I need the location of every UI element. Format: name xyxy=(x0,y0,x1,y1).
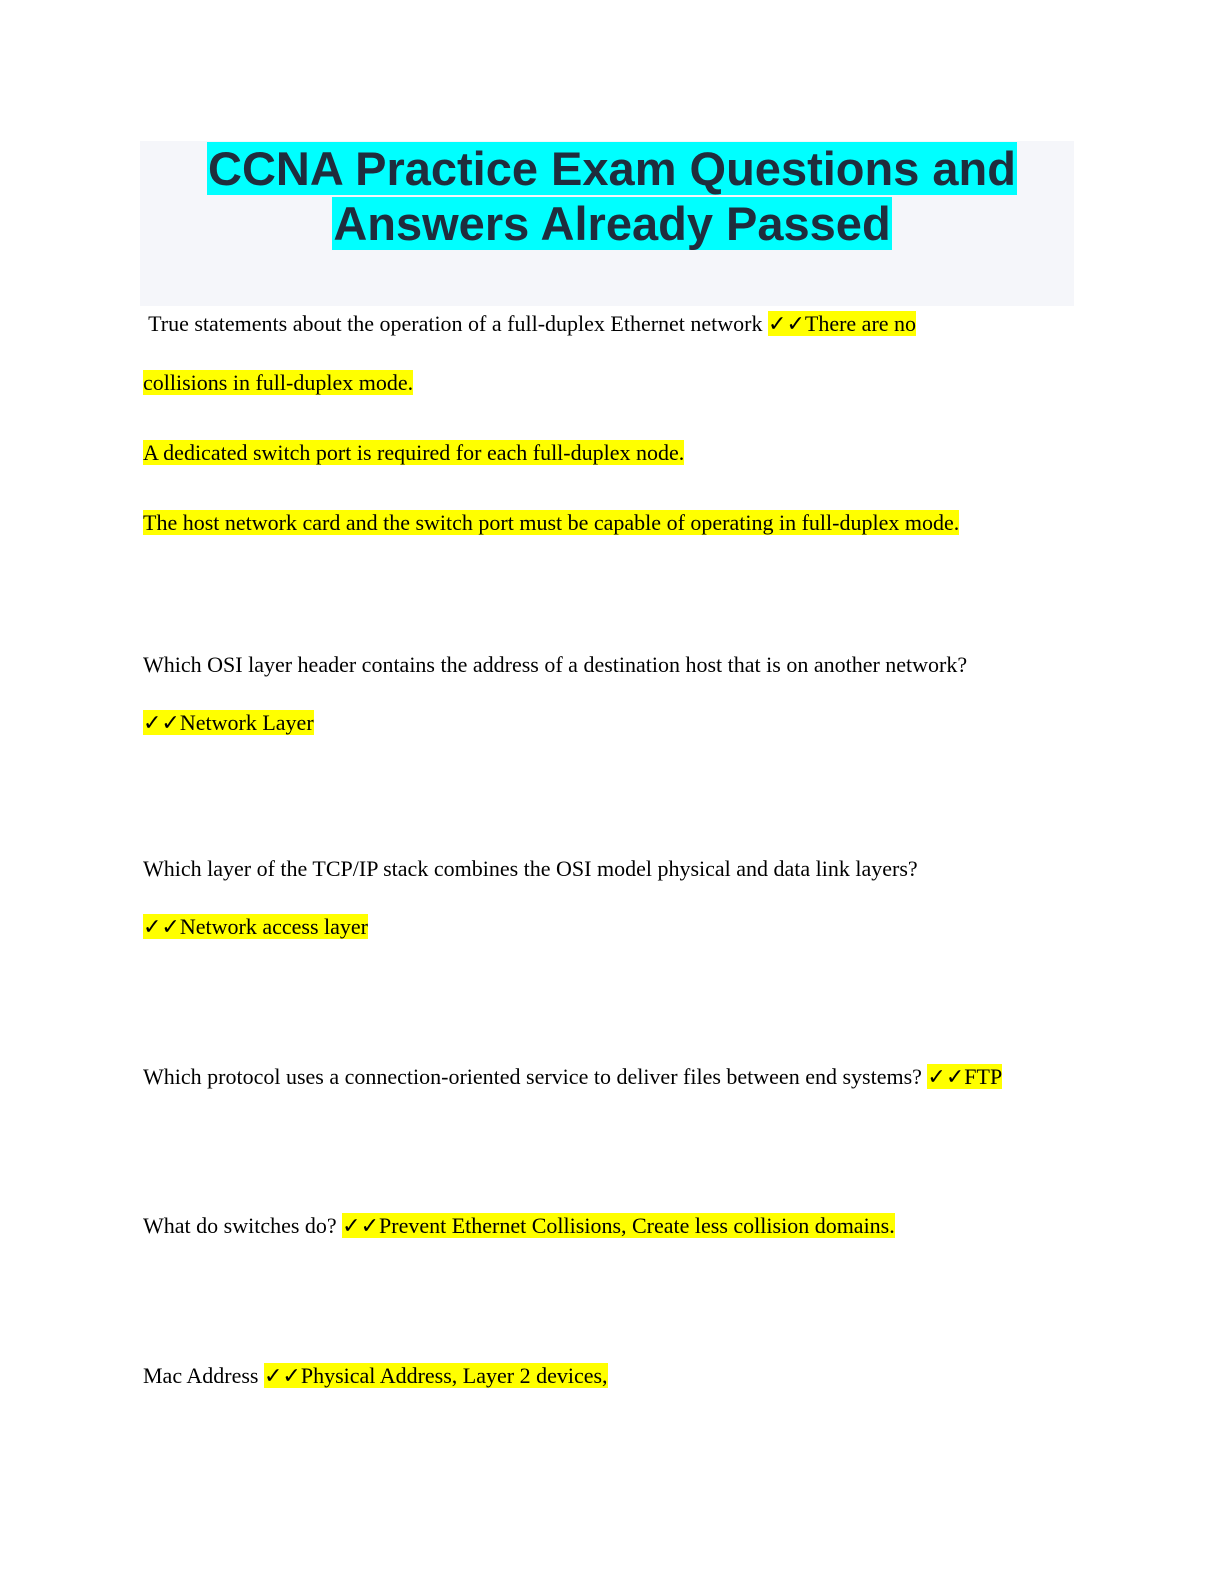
qa-2-question-row xyxy=(143,650,967,680)
qa-5-row xyxy=(143,1211,895,1241)
qa-3-answer: ✓✓Network access layer xyxy=(143,914,368,939)
qa-1-answer-part-1: ✓✓There are no xyxy=(768,311,917,336)
qa-1-answer-row-4 xyxy=(143,508,959,538)
document-title-line-2: Answers Already Passed xyxy=(333,197,891,250)
qa-3-answer-row xyxy=(143,912,368,942)
qa-4-question: Which protocol uses a connection-oriented service to deliver files between end systems? xyxy=(143,1064,928,1089)
qa-1-answer-part-4: The host network card and the switch port must be capable of operating in full-duplex mode. xyxy=(143,510,960,535)
qa-1-answer-row-2 xyxy=(143,368,413,398)
document-title-line-1: CCNA Practice Exam Questions and xyxy=(208,142,1016,195)
qa-6-question: Mac Address xyxy=(143,1363,264,1388)
qa-1-question-row xyxy=(143,309,916,339)
qa-6-row xyxy=(143,1361,608,1391)
qa-2-answer-row xyxy=(143,708,314,738)
qa-1-answer-row-3 xyxy=(143,438,684,468)
qa-6-answer: ✓✓Physical Address, Layer 2 devices, xyxy=(263,1363,608,1388)
qa-3-question-row xyxy=(143,854,918,884)
qa-2-question: Which OSI layer header contains the address of a destination host that is on another network? xyxy=(143,652,968,677)
qa-5-answer: ✓✓Prevent Ethernet Collisions, Create less collision domains. xyxy=(342,1213,895,1238)
qa-5-question: What do switches do? xyxy=(143,1213,343,1238)
qa-4-row xyxy=(143,1062,1002,1092)
qa-2-answer: ✓✓Network Layer xyxy=(143,710,314,735)
qa-1-answer-part-3: A dedicated switch port is required for each full-duplex node. xyxy=(143,440,685,465)
qa-1-question: True statements about the operation of a full-duplex Ethernet network xyxy=(143,311,769,336)
qa-4-answer: ✓✓FTP xyxy=(927,1064,1003,1089)
qa-3-question: Which layer of the TCP/IP stack combines the OSI model physical and data link layers? xyxy=(143,856,918,881)
qa-1-answer-part-2: collisions in full-duplex mode. xyxy=(143,370,414,395)
